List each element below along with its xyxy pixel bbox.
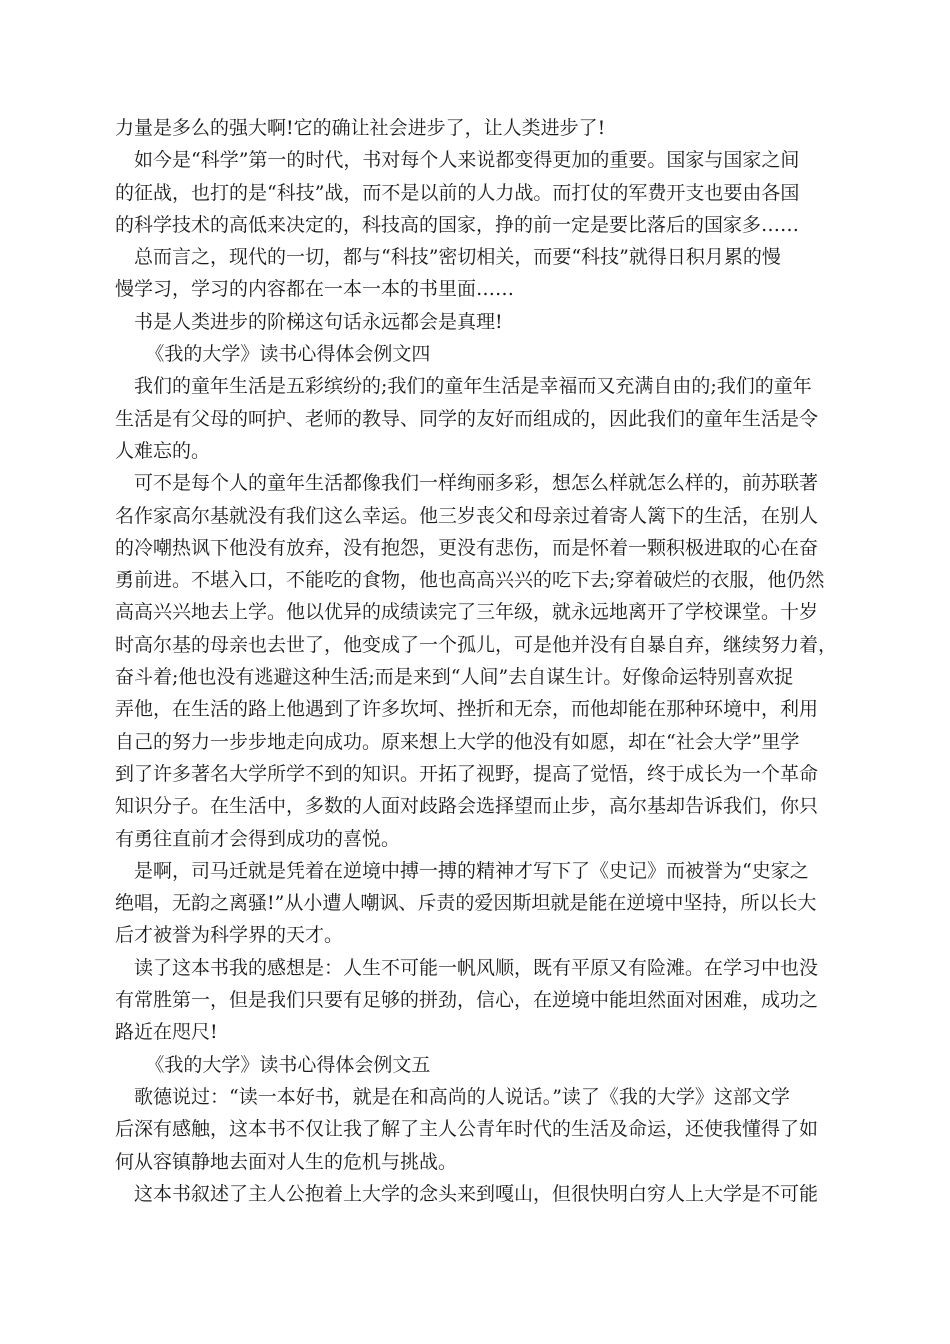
body-paragraph bbox=[115, 1178, 837, 1210]
section-heading bbox=[115, 1049, 837, 1081]
text-line: 后深有感触，这本书不仅让我了解了主人公青年时代的生活及命运，还使我懂得了如 bbox=[115, 1118, 819, 1141]
body-paragraph bbox=[115, 370, 837, 467]
text-line: 《我的大学》读书心得体会例文四 bbox=[145, 343, 431, 366]
body-paragraph bbox=[115, 306, 837, 338]
text-line: 名作家高尔基就没有我们这么幸运。他三岁丧父和母亲过着寄人篱下的生活，在别人 bbox=[115, 504, 819, 527]
text-line: 这本书叙述了主人公抱着上大学的念头来到嘎山，但很快明白穷人上大学是不可能 bbox=[134, 1182, 819, 1205]
text-line: 人难忘的。 bbox=[115, 439, 211, 462]
text-line: 读了这本书我的感想是：人生不可能一帆风顺，既有平原又有险滩。在学习中也没 bbox=[134, 956, 819, 979]
text-line: 总而言之，现代的一切，都与“科技”密切相关，而要“科技”就得日积月累的慢 bbox=[134, 246, 781, 269]
text-line: 的征战，也打的是“科技”战，而不是以前的人力战。而打仗的军费开支也要由各国 bbox=[115, 181, 800, 204]
text-line: 生活是有父母的呵护、老师的教导、同学的友好而组成的，因此我们的童年生活是令 bbox=[115, 407, 819, 430]
text-line: 歌德说过：“读一本好书，就是在和高尚的人说话。”读了《我的大学》这部文学 bbox=[134, 1085, 790, 1108]
text-line: 《我的大学》读书心得体会例文五 bbox=[145, 1053, 431, 1076]
text-line: 我们的童年生活是五彩缤纷的;我们的童年生活是幸福而又充满自由的;我们的童年 bbox=[134, 375, 812, 398]
text-line: 有勇往直前才会得到成功的喜悦。 bbox=[115, 827, 401, 850]
text-line: 有常胜第一，但是我们只要有足够的拼劲，信心，在逆境中能坦然面对困难，成功之 bbox=[115, 989, 819, 1012]
text-line: 的冷嘲热讽下他没有放弃，没有抱怨，更没有悲伤，而是怀着一颗积极进取的心在奋 bbox=[115, 536, 819, 559]
text-line: 自己的努力一步步地走向成功。原来想上大学的他没有如愿，却在“社会大学”里学 bbox=[115, 730, 800, 753]
body-paragraph bbox=[115, 112, 837, 144]
text-line: 勇前进。不堪入口，不能吃的食物，他也高高兴兴的吃下去;穿着破烂的衣服，他仍然 bbox=[115, 569, 825, 592]
text-line: 时高尔基的母亲也去世了，他变成了一个孤儿，可是他并没有自暴自弃，继续努力着， bbox=[115, 633, 838, 656]
text-line: 的科学技术的高低来决定的，科技高的国家，挣的前一定是要比落后的国家多…… bbox=[115, 213, 800, 236]
text-line: 力量是多么的强大啊!它的确让社会进步了，让人类进步了! bbox=[115, 117, 606, 139]
body-paragraph bbox=[115, 1081, 837, 1178]
text-line: 知识分子。在生活中，多数的人面对歧路会选择望而止步，高尔基却告诉我们，你只 bbox=[115, 795, 819, 818]
text-line: 路近在咫尺! bbox=[115, 1021, 218, 1044]
text-line: 书是人类进步的阶梯这句话永远都会是真理! bbox=[134, 310, 503, 333]
body-paragraph bbox=[115, 144, 837, 241]
body-paragraph bbox=[115, 241, 837, 306]
text-line: 后才被誉为科学界的天才。 bbox=[115, 924, 344, 947]
text-line: 可不是每个人的童年生活都像我们一样绚丽多彩，想怎么样就怎么样的，前苏联著 bbox=[134, 472, 819, 495]
body-paragraph bbox=[115, 855, 837, 952]
text-line: 绝唱，无韵之离骚!”从小遭人嘲讽、斥责的爱因斯坦就是能在逆境中坚持，所以长大 bbox=[115, 892, 817, 915]
body-paragraph bbox=[115, 952, 837, 1049]
text-line: 到了许多著名大学所学不到的知识。开拓了视野，提高了觉悟，终于成长为一个革命 bbox=[115, 762, 819, 785]
text-line: 奋斗着;他也没有逃避这种生活;而是来到“人间”去自谋生计。好像命运特别喜欢捉 bbox=[115, 666, 794, 689]
text-line: 何从容镇静地去面对人生的危机与挑战。 bbox=[115, 1150, 458, 1173]
text-line: 如今是“科学”第一的时代，书对每个人来说都变得更加的重要。国家与国家之间 bbox=[134, 149, 800, 172]
text-line: 高高兴兴地去上学。他以优异的成绩读完了三年级，就永远地离开了学校课堂。十岁 bbox=[115, 601, 819, 624]
body-paragraph bbox=[115, 467, 837, 855]
text-line: 是啊，司马迁就是凭着在逆境中搏一搏的精神才写下了《史记》而被誉为“史家之 bbox=[134, 859, 809, 882]
section-heading bbox=[115, 338, 837, 370]
document-page bbox=[115, 112, 837, 1210]
text-line: 弄他，在生活的路上他遇到了许多坎坷、挫折和无奈，而他却能在那种环境中，利用 bbox=[115, 698, 819, 721]
text-line: 慢学习，学习的内容都在一本一本的书里面…… bbox=[115, 278, 515, 301]
